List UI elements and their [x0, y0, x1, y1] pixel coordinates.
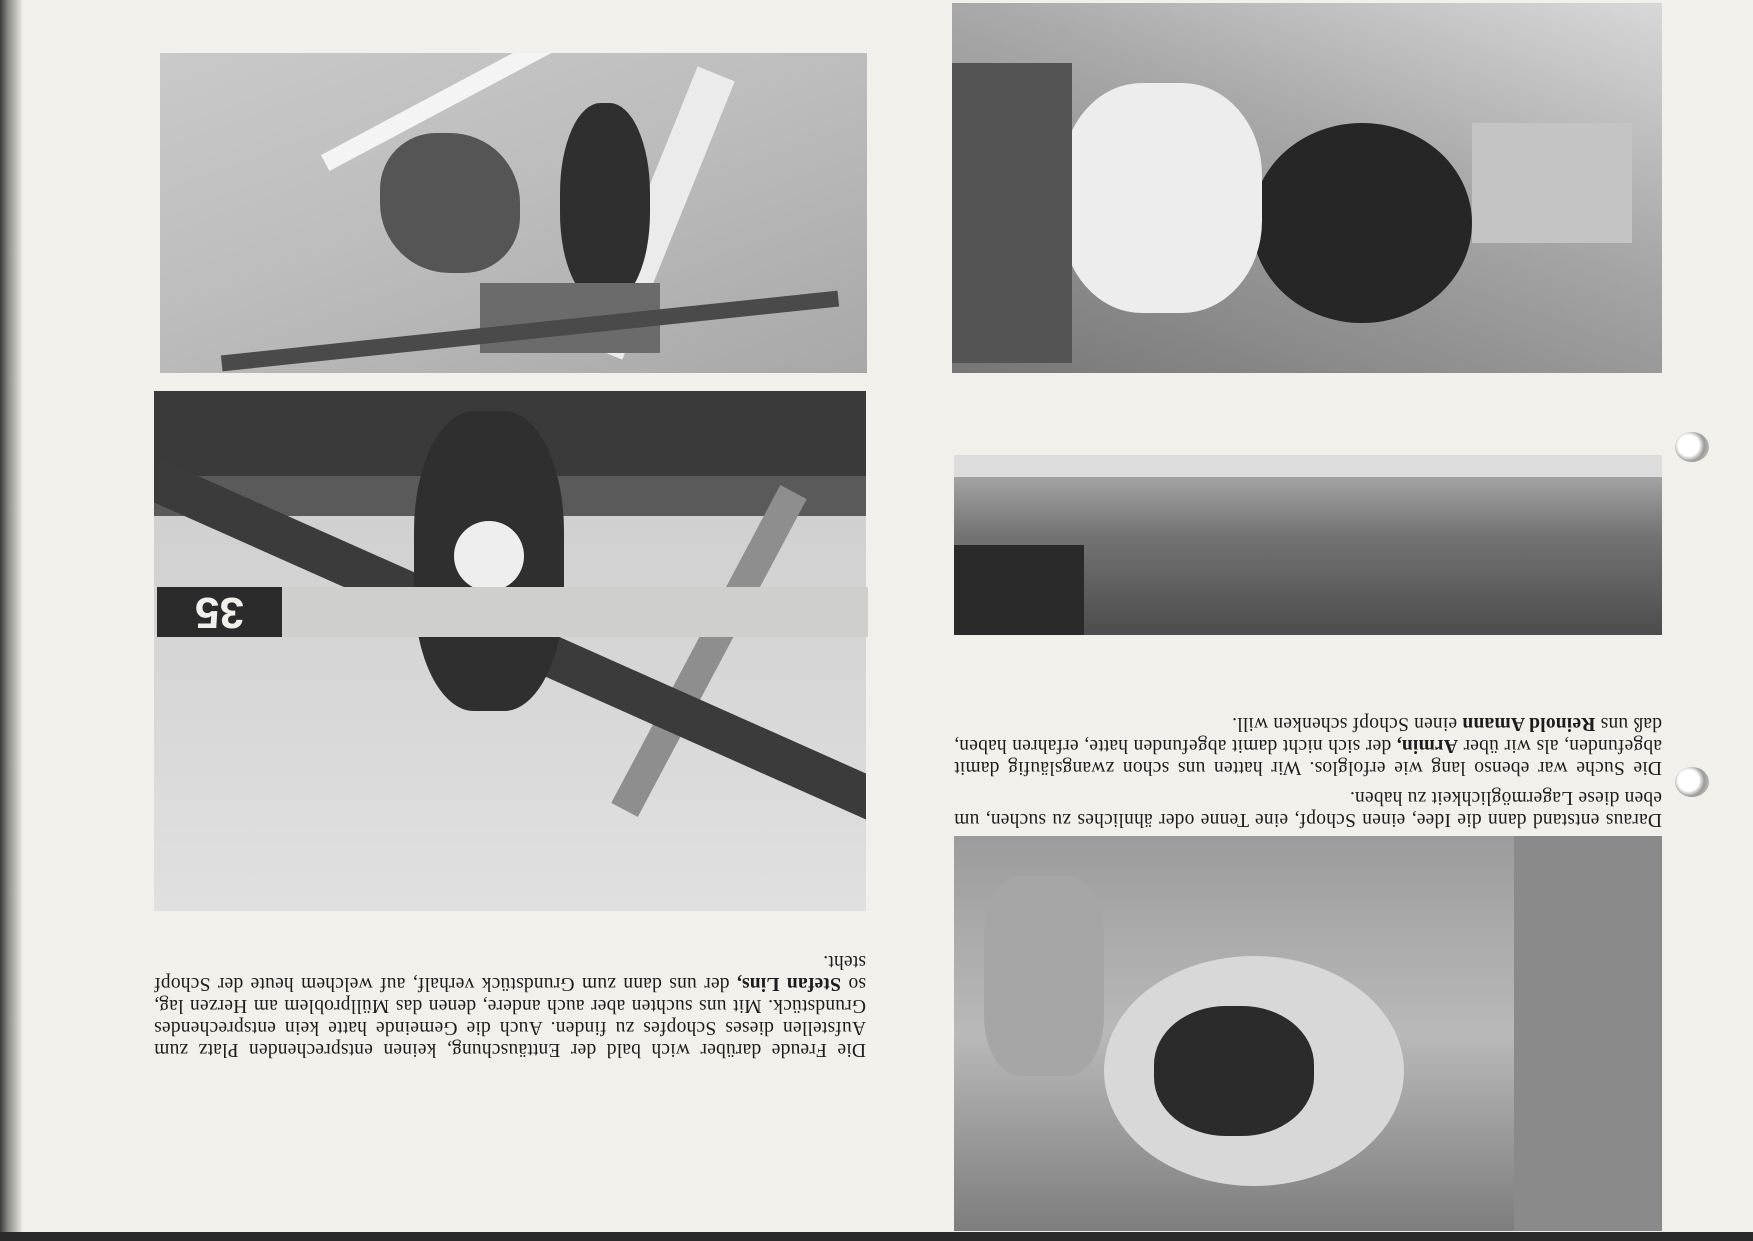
page-bottom-edge: [0, 1232, 1753, 1241]
left-paragraph: Die Freude darüber wich bald der Enttäuschung, keinen entsprechenden Platz zum Aufstellen dieses Schopfes zu finden. Auch die Gemeinde hatte kein entsprechendes Grundstück. Mit uns suchten aber auch andere, denen das Müllproblem am Herzen lag, so Stefan Lins, der uns dann zum Grundstück verhalf, auf welchem heute der Schopf steht.: [154, 951, 866, 1060]
punch-hole-lower: [1675, 767, 1709, 797]
photo-workers-bench: [952, 3, 1662, 373]
photo-ladder-frame: [160, 53, 867, 373]
name-armin: Armin,: [1396, 735, 1458, 756]
right-text-block: [954, 650, 1662, 830]
photo-man-barrel: [954, 836, 1662, 1231]
right-paragraph-2: Die Suche war ebenso lang wie erfolglos. Wir hatten uns schon zwangsläufig damit abgefunden, als wir über Armin, der sich nicht damit abgefunden hatte, erfahren haben, daß uns Reinold Amann einen Schopf schenken will.: [954, 713, 1662, 778]
punch-hole-upper: [1675, 432, 1709, 462]
left-text-block: [154, 925, 866, 1060]
name-stefan-lins: Stefan Lins,: [736, 973, 842, 994]
book-spine: [0, 0, 22, 1241]
page-number: 35: [157, 587, 282, 637]
right-paragraph-1: Daraus entstand dann die Idee, einen Schopf, eine Tenne oder ähnliches zu suchen, um eben diese Lagermöglichkeit zu haben.: [954, 787, 1662, 830]
name-reinold-amann: Reinold Amann: [1462, 713, 1596, 734]
photo-meadow-strip: [954, 455, 1662, 635]
photo-roof-beams: [154, 391, 866, 911]
